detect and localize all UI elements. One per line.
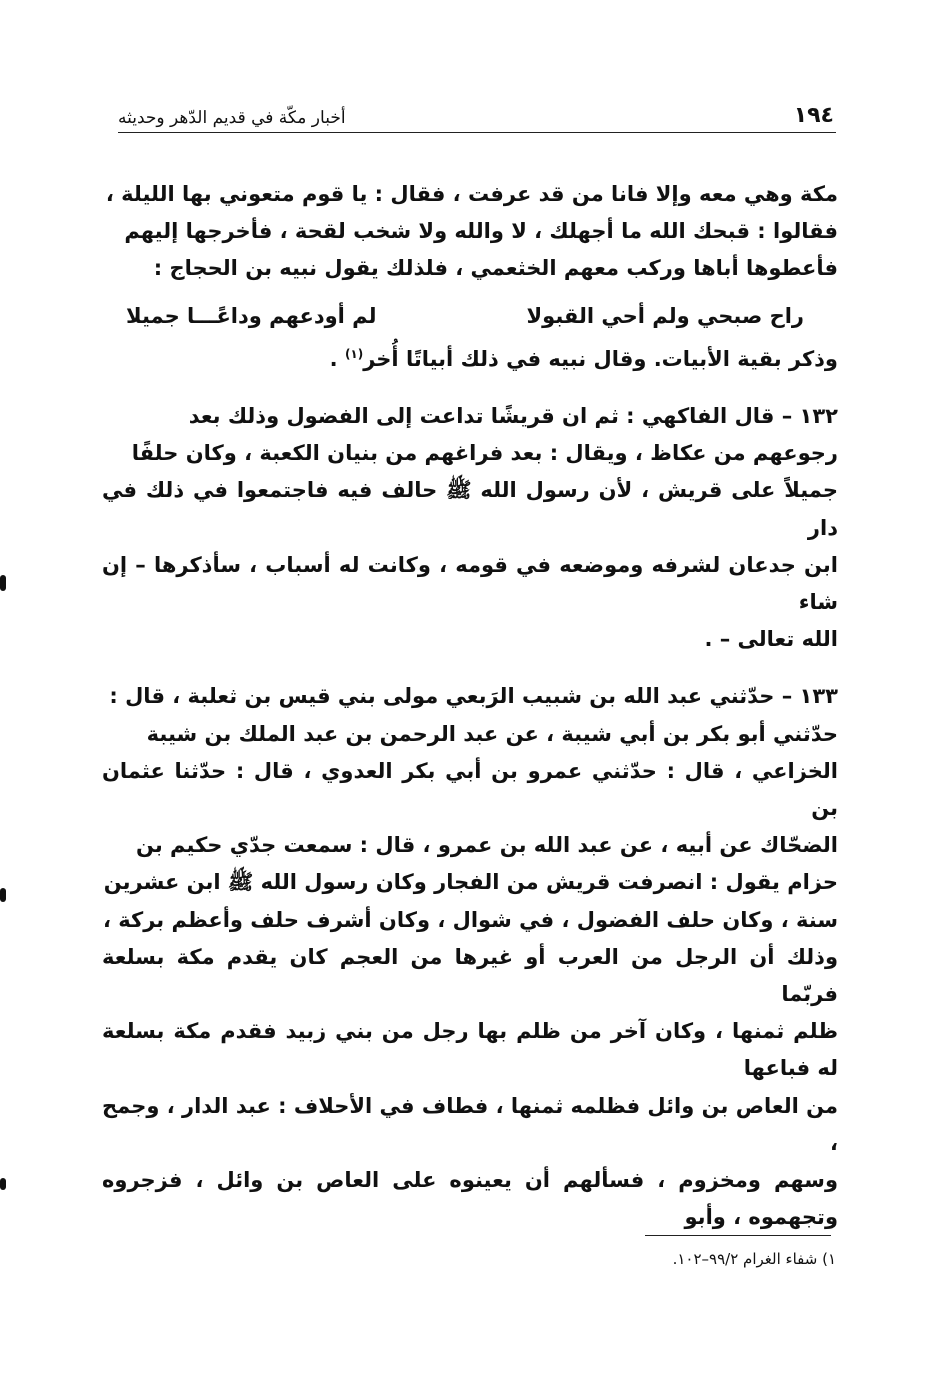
scan-edge-mark [0,1178,6,1190]
poem-verse [102,298,838,335]
text-line: فأعطوها أباها وركب معهم الخثعمي ، فلذلك يقول نبيه بن الحجاج : [153,256,838,281]
scan-edge-mark [0,888,6,902]
text-line: ١٣٢ – قال الفاكهي : ثم ان قريشًا تداعت إلى الفضول وذلك بعد [188,404,838,429]
text-line: الله تعالى – . [704,627,838,652]
text-line: وسهم ومخزوم ، فسألهم أن يعينوه على العاص بن وائل ، فزجروه وتجهموه ، وأبو [102,1168,838,1230]
text-line: ظلم ثمنها ، وكان آخر من ظلم بها رجل من بني زبيد فقدم مكة بسلعة له فباعها [102,1019,838,1081]
verse-first-hemistich: راح صبحي ولم أحي القبولا [526,303,804,328]
text-line: ١٣٣ – حدّثني عبد الله بن شبيب الرَبعي مولى بني قيس بن ثعلبة ، قال : [109,684,838,709]
paragraph-133 [102,678,838,1236]
header-rule [118,132,836,133]
text-line: مكة وهي معه وإلا فانا من قد عرفت ، فقال : يا قوم متعوني بها الليلة ، [105,182,838,206]
text-line: حزام يقول : انصرفت قريش من الفجار وكان رسول الله ﷺ ابن عشرين [103,870,838,895]
text-line: سنة ، وكان حلف الفضول ، في شوال ، وكان أشرف حلف وأعظم بركة ، [102,907,838,932]
text-line: رجوعهم من عكاظ ، ويقال : بعد فراغهم من بنيان الكعبة ، وكان حلفًا [131,441,838,466]
text-line: جميلاً على قريش ، لأن رسول الله ﷺ حالف فيه فاجتمعوا في ذلك في دار [102,478,838,540]
running-title: أخبار مكّة في قديم الدّهر وحديثه [118,108,346,128]
paragraph-continuation [102,176,838,288]
running-header [118,92,834,128]
text-line: ابن جدعان لشرفه وموضعه في قومه ، وكانت له أسباب ، سأذكرها – إن شاء [102,552,838,615]
text-line-end: . [329,346,345,371]
text-line: الضحّاك عن أبيه ، عن عبد الله بن عمرو ، قال : سمعت جدّي حكيم بن [135,833,838,858]
after-verse-line [102,341,838,378]
page-number: ١٩٤ [793,103,834,128]
body-text [102,176,838,1236]
text-line: وذلك أن الرجل من العرب أو غيرها من العجم كان يقدم مكة بسلعة فربّما [102,944,838,1007]
verse-second-hemistich: لم أودعهم وداعًـــا جميلا [126,303,377,328]
paragraph-132 [102,398,838,658]
scan-edge-mark [0,575,6,591]
text-line: من العاص بن وائل فظلمه ثمنها ، فطاف في الأحلاف : عبد الدار ، وجمح ، [102,1093,838,1155]
text-line: حدّثني أبو بكر بن أبي شيبة ، عن عبد الرحمن بن عبد الملك بن شيبة [146,721,838,746]
footnote: ١) شفاء الغرام ٩٩/٢–١٠٢. [672,1250,836,1268]
text-line: وذكر بقية الأبيات. وقال نبيه في ذلك أبياتًا أُخر [363,346,838,371]
text-line: فقالوا : قبحك الله ما أجهلك ، لا والله ولا شخب لقحة ، فأخرجها إليهم [124,219,838,244]
footnote-rule [645,1235,831,1236]
footnote-reference[interactable]: (١) [344,346,364,361]
text-line: الخزاعي ، قال : حدّثني عمرو بن أبي بكر العدوي ، قال : حدّثنا عثمان بن [102,758,838,821]
